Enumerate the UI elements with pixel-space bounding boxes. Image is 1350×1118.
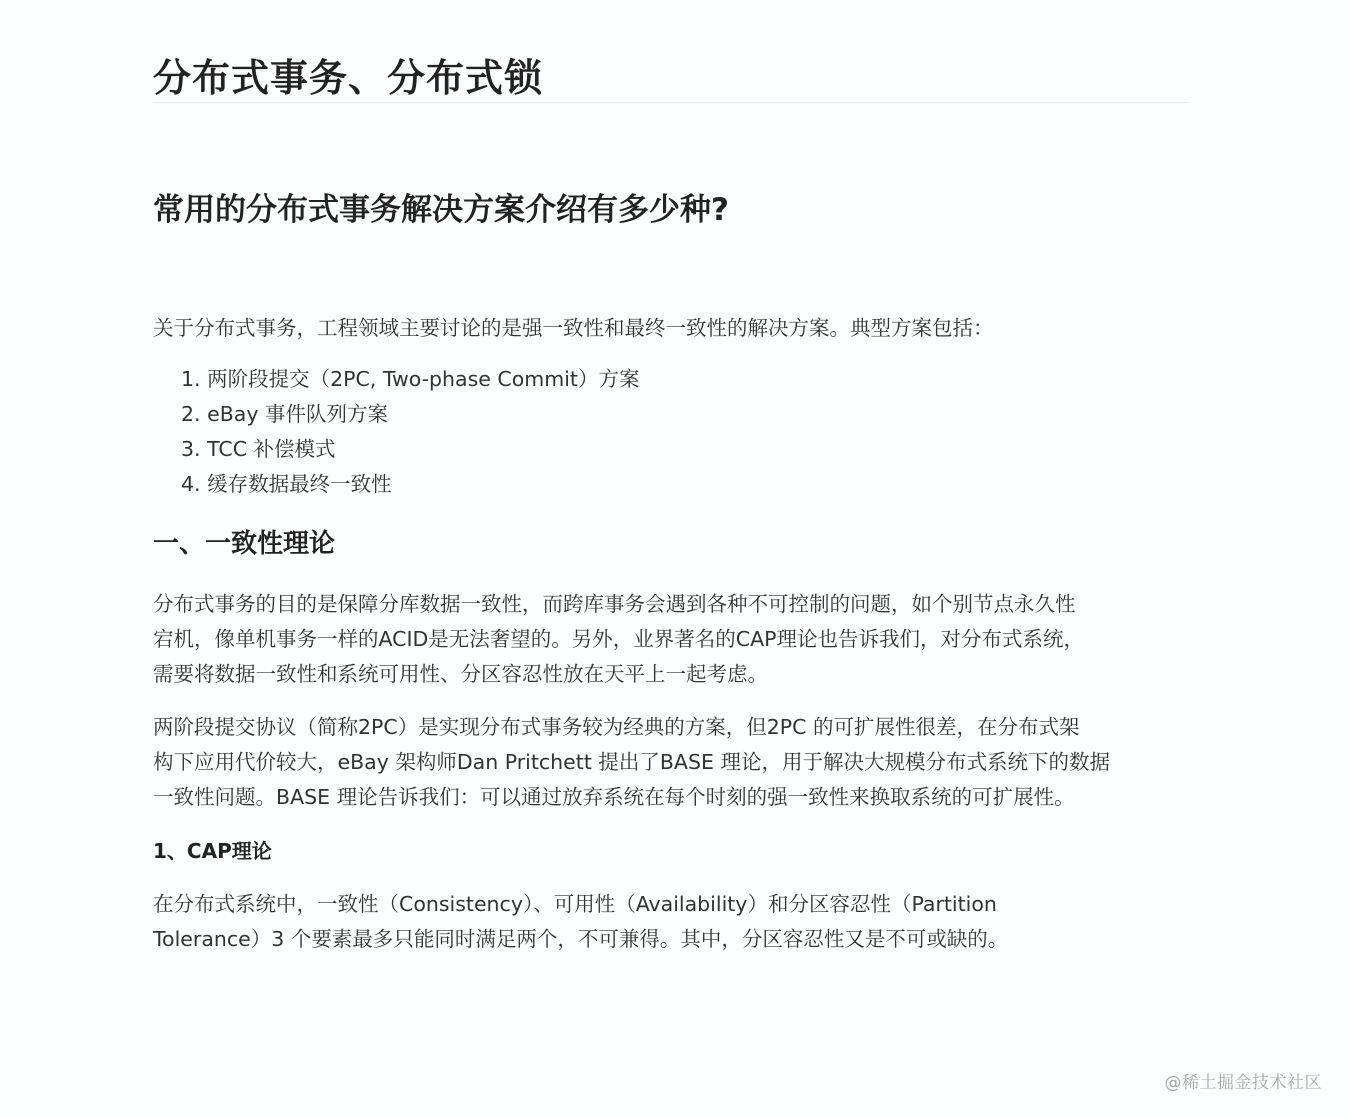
solutions-list xyxy=(181,362,639,502)
paragraph-line: 在分布式系统中，一致性（Consistency）、可用性（Availability）和分区容忍性（Partition xyxy=(153,892,997,916)
paragraph-line: 分布式事务的目的是保障分库数据一致性，而跨库事务会遇到各种不可控制的问题，如个别节点永久性 xyxy=(153,592,1076,616)
paragraph-line: 一致性问题。BASE 理论告诉我们：可以通过放弃系统在每个时刻的强一致性来换取系统的可扩展性。 xyxy=(153,785,1075,809)
paragraph-line: 需要将数据一致性和系统可用性、分区容忍性放在天平上一起考虑。 xyxy=(153,662,768,686)
watermark: @稀土掘金技术社区 xyxy=(1164,1073,1322,1093)
paragraph-line: 构下应用代价较大，eBay 架构师Dan Pritchett 提出了BASE 理论，用于解决大规模分布式系统下的数据 xyxy=(153,750,1110,774)
list-item: 1. 两阶段提交（2PC, Two-phase Commit）方案 xyxy=(181,367,640,391)
cap-paragraph xyxy=(153,887,1193,957)
paragraph-line: 两阶段提交协议（简称2PC）是实现分布式事务较为经典的方案，但2PC 的可扩展性很差，在分布式架 xyxy=(153,715,1080,739)
consistency-paragraph xyxy=(153,587,1193,692)
subsection-heading-cap: 1、CAP理论 xyxy=(153,839,272,863)
list-item: 2. eBay 事件队列方案 xyxy=(181,402,388,426)
paragraph-line: Tolerance）3 个要素最多只能同时满足两个，不可兼得。其中，分区容忍性又是不可或缺的。 xyxy=(153,927,1009,951)
intro-paragraph: 关于分布式事务，工程领域主要讨论的是强一致性和最终一致性的解决方案。典型方案包括： xyxy=(153,316,994,340)
paragraph-line: 宕机，像单机事务一样的ACID是无法奢望的。另外，业界著名的CAP理论也告诉我们，对分布式系统， xyxy=(153,627,1085,651)
list-item: 3. TCC 补偿模式 xyxy=(181,437,336,461)
title-divider xyxy=(153,102,1190,103)
section-heading-consistency-theory: 一、一致性理论 xyxy=(153,529,336,559)
page-title: 分布式事务、分布式锁 xyxy=(153,56,544,100)
question-heading: 常用的分布式事务解决方案介绍有多少种? xyxy=(153,192,729,228)
list-item: 4. 缓存数据最终一致性 xyxy=(181,472,392,496)
base-theory-paragraph xyxy=(153,710,1193,815)
